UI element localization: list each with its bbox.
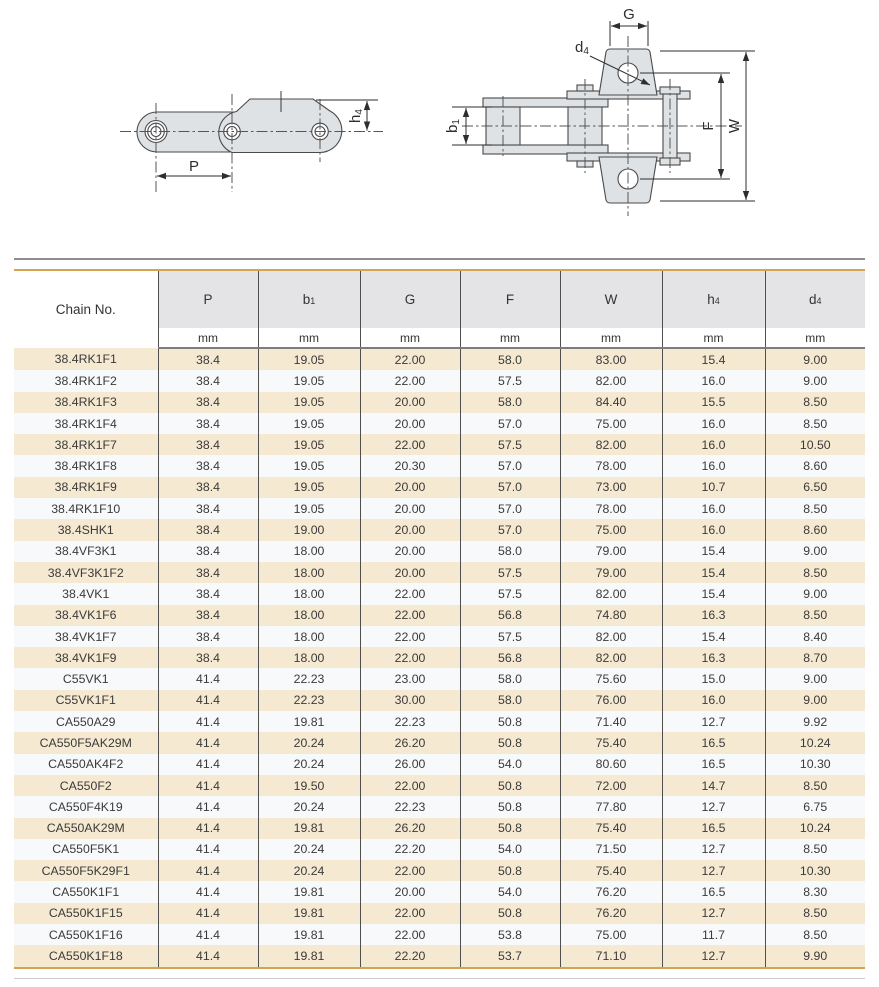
spec-cell: 18.00	[258, 541, 360, 562]
spec-cell: 41.4	[158, 945, 258, 966]
spec-cell: 57.0	[460, 498, 560, 519]
spec-cell: 79.00	[560, 562, 662, 583]
spec-cell: 19.05	[258, 477, 360, 498]
spec-cell: 19.81	[258, 903, 360, 924]
spec-cell: 8.50	[765, 839, 865, 860]
spec-cell: 20.24	[258, 796, 360, 817]
unit-header: mm	[765, 328, 865, 348]
spec-cell: 18.00	[258, 647, 360, 668]
spec-cell: 50.8	[460, 860, 560, 881]
spec-cell: 10.50	[765, 434, 865, 455]
chain-no-cell: C55VK1F1	[14, 690, 158, 711]
table-row	[14, 860, 865, 881]
spec-cell: 38.4	[158, 626, 258, 647]
spec-cell: 57.0	[460, 455, 560, 476]
spec-cell: 10.30	[765, 860, 865, 881]
spec-cell: 41.4	[158, 711, 258, 732]
spec-cell: 56.8	[460, 647, 560, 668]
table-row	[14, 754, 865, 775]
spec-cell: 19.81	[258, 711, 360, 732]
chain-no-cell: CA550F5K1	[14, 839, 158, 860]
spec-cell: 38.4	[158, 562, 258, 583]
chain-spec-table	[14, 271, 865, 967]
col-header-G: G	[360, 271, 460, 328]
unit-header: mm	[258, 328, 360, 348]
spec-cell: 20.00	[360, 498, 460, 519]
spec-cell: 19.81	[258, 924, 360, 945]
spec-cell: 22.00	[360, 626, 460, 647]
spec-cell: 20.00	[360, 519, 460, 540]
spec-cell: 19.81	[258, 818, 360, 839]
chain-no-cell: CA550AK29M	[14, 818, 158, 839]
spec-cell: 75.60	[560, 668, 662, 689]
table-row	[14, 690, 865, 711]
spec-cell: 38.4	[158, 498, 258, 519]
spec-cell: 38.4	[158, 519, 258, 540]
spec-cell: 9.90	[765, 945, 865, 966]
chain-no-cell: 38.4RK1F9	[14, 477, 158, 498]
top-gray-rule	[14, 258, 865, 260]
table-row	[14, 370, 865, 391]
spec-cell: 41.4	[158, 903, 258, 924]
spec-cell: 12.7	[662, 711, 765, 732]
chain-no-cell: 38.4VF3K1F2	[14, 562, 158, 583]
spec-cell: 50.8	[460, 775, 560, 796]
spec-cell: 75.00	[560, 413, 662, 434]
spec-cell: 6.50	[765, 477, 865, 498]
table-row	[14, 796, 865, 817]
spec-cell: 20.00	[360, 562, 460, 583]
spec-cell: 20.00	[360, 477, 460, 498]
col-header-h4: h4	[662, 271, 765, 328]
spec-cell: 58.0	[460, 541, 560, 562]
spec-cell: 84.40	[560, 392, 662, 413]
spec-cell: 18.00	[258, 605, 360, 626]
header-row	[14, 271, 865, 328]
spec-cell: 20.00	[360, 881, 460, 902]
spec-cell: 20.30	[360, 455, 460, 476]
spec-cell: 8.30	[765, 881, 865, 902]
chain-no-cell: CA550F2	[14, 775, 158, 796]
spec-cell: 20.24	[258, 860, 360, 881]
spec-cell: 73.00	[560, 477, 662, 498]
spec-cell: 82.00	[560, 370, 662, 391]
spec-cell: 15.4	[662, 583, 765, 604]
spec-cell: 20.00	[360, 541, 460, 562]
spec-cell: 71.10	[560, 945, 662, 966]
spec-cell: 78.00	[560, 498, 662, 519]
spec-cell: 58.0	[460, 392, 560, 413]
table-row	[14, 348, 865, 370]
spec-cell: 9.00	[765, 541, 865, 562]
spec-cell: 8.50	[765, 562, 865, 583]
spec-cell: 50.8	[460, 903, 560, 924]
spec-cell: 20.00	[360, 392, 460, 413]
spec-cell: 58.0	[460, 668, 560, 689]
col-header-b1: b1	[258, 271, 360, 328]
spec-cell: 19.05	[258, 498, 360, 519]
spec-cell: 8.50	[765, 605, 865, 626]
spec-cell: 18.00	[258, 583, 360, 604]
spec-cell: 22.23	[360, 796, 460, 817]
col-header-d4: d4	[765, 271, 865, 328]
chain-no-cell: 38.4SHK1	[14, 519, 158, 540]
spec-cell: 41.4	[158, 690, 258, 711]
spec-cell: 8.40	[765, 626, 865, 647]
spec-cell: 75.40	[560, 860, 662, 881]
spec-cell: 6.75	[765, 796, 865, 817]
spec-cell: 38.4	[158, 434, 258, 455]
spec-cell: 83.00	[560, 348, 662, 370]
spec-cell: 26.20	[360, 732, 460, 753]
spec-cell: 8.70	[765, 647, 865, 668]
chain-no-cell: CA550K1F16	[14, 924, 158, 945]
chain-no-cell: 38.4RK1F10	[14, 498, 158, 519]
spec-cell: 12.7	[662, 945, 765, 966]
table-row	[14, 881, 865, 902]
table-row	[14, 775, 865, 796]
chain-no-cell: 38.4RK1F2	[14, 370, 158, 391]
spec-cell: 20.24	[258, 754, 360, 775]
chain-no-cell: 38.4VK1	[14, 583, 158, 604]
spec-cell: 57.0	[460, 519, 560, 540]
spec-cell: 23.00	[360, 668, 460, 689]
spec-cell: 12.7	[662, 903, 765, 924]
spec-cell: 16.5	[662, 881, 765, 902]
spec-cell: 8.50	[765, 903, 865, 924]
spec-cell: 54.0	[460, 881, 560, 902]
spec-cell: 56.8	[460, 605, 560, 626]
spec-cell: 14.7	[662, 775, 765, 796]
table-row	[14, 392, 865, 413]
table-row	[14, 605, 865, 626]
spec-cell: 8.50	[765, 775, 865, 796]
spec-cell: 50.8	[460, 796, 560, 817]
chain-no-cell: 38.4RK1F3	[14, 392, 158, 413]
chain-no-cell: CA550F5K29F1	[14, 860, 158, 881]
spec-cell: 19.05	[258, 370, 360, 391]
spec-cell: 41.4	[158, 924, 258, 945]
spec-cell: 41.4	[158, 860, 258, 881]
spec-cell: 50.8	[460, 732, 560, 753]
spec-cell: 30.00	[360, 690, 460, 711]
chain-no-cell: 38.4RK1F1	[14, 348, 158, 370]
spec-cell: 9.00	[765, 370, 865, 391]
spec-cell: 54.0	[460, 754, 560, 775]
spec-cell: 10.30	[765, 754, 865, 775]
spec-cell: 22.23	[258, 668, 360, 689]
spec-cell: 8.50	[765, 498, 865, 519]
spec-cell: 10.7	[662, 477, 765, 498]
spec-cell: 41.4	[158, 818, 258, 839]
chain-no-cell: 38.4VK1F9	[14, 647, 158, 668]
spec-cell: 22.00	[360, 903, 460, 924]
spec-cell: 75.40	[560, 818, 662, 839]
spec-cell: 18.00	[258, 562, 360, 583]
spec-cell: 12.7	[662, 860, 765, 881]
spec-cell: 57.5	[460, 434, 560, 455]
spec-cell: 76.00	[560, 690, 662, 711]
chain-no-cell: CA550K1F15	[14, 903, 158, 924]
spec-cell: 22.00	[360, 583, 460, 604]
spec-cell: 41.4	[158, 732, 258, 753]
spec-cell: 75.00	[560, 924, 662, 945]
spec-cell: 20.00	[360, 413, 460, 434]
unit-header: mm	[360, 328, 460, 348]
chain-no-cell: CA550AK4F2	[14, 754, 158, 775]
spec-cell: 8.60	[765, 519, 865, 540]
spec-cell: 75.00	[560, 519, 662, 540]
spec-cell: 20.24	[258, 839, 360, 860]
spec-cell: 38.4	[158, 413, 258, 434]
dim-label-p: P	[188, 158, 200, 175]
col-header-F: F	[460, 271, 560, 328]
spec-cell: 72.00	[560, 775, 662, 796]
spec-cell: 57.5	[460, 626, 560, 647]
spec-cell: 50.8	[460, 818, 560, 839]
col-header-W: W	[560, 271, 662, 328]
spec-cell: 19.05	[258, 413, 360, 434]
technical-diagrams	[0, 0, 879, 252]
table-row	[14, 455, 865, 476]
spec-cell: 41.4	[158, 775, 258, 796]
table-row	[14, 519, 865, 540]
spec-cell: 74.80	[560, 605, 662, 626]
spec-cell: 78.00	[560, 455, 662, 476]
spec-cell: 22.20	[360, 839, 460, 860]
spec-cell: 15.0	[662, 668, 765, 689]
spec-cell: 82.00	[560, 647, 662, 668]
chain-no-cell: CA550K1F1	[14, 881, 158, 902]
spec-cell: 54.0	[460, 839, 560, 860]
spec-cell: 77.80	[560, 796, 662, 817]
spec-cell: 16.0	[662, 519, 765, 540]
spec-cell: 15.4	[662, 348, 765, 370]
table-row	[14, 903, 865, 924]
spec-cell: 41.4	[158, 839, 258, 860]
spec-cell: 22.00	[360, 348, 460, 370]
dim-label-f: F	[700, 121, 717, 131]
spec-cell: 15.4	[662, 541, 765, 562]
spec-cell: 16.0	[662, 690, 765, 711]
spec-cell: 79.00	[560, 541, 662, 562]
spec-cell: 22.00	[360, 605, 460, 626]
spec-cell: 16.3	[662, 647, 765, 668]
spec-cell: 15.5	[662, 392, 765, 413]
spec-cell: 19.05	[258, 455, 360, 476]
spec-cell: 22.00	[360, 860, 460, 881]
spec-cell: 10.24	[765, 732, 865, 753]
spec-cell: 8.60	[765, 455, 865, 476]
spec-cell: 19.05	[258, 392, 360, 413]
spec-cell: 19.00	[258, 519, 360, 540]
spec-cell: 9.00	[765, 348, 865, 370]
spec-cell: 15.4	[662, 626, 765, 647]
chain-no-cell: 38.4VF3K1	[14, 541, 158, 562]
spec-cell: 22.20	[360, 945, 460, 966]
table-row	[14, 668, 865, 689]
plan-view-diagram	[452, 21, 755, 216]
spec-cell: 82.00	[560, 434, 662, 455]
table-row	[14, 562, 865, 583]
spec-cell: 18.00	[258, 626, 360, 647]
chain-no-cell: 38.4RK1F4	[14, 413, 158, 434]
spec-cell: 38.4	[158, 583, 258, 604]
chain-no-cell: CA550F4K19	[14, 796, 158, 817]
spec-cell: 19.81	[258, 945, 360, 966]
spec-cell: 16.0	[662, 434, 765, 455]
spec-cell: 38.4	[158, 477, 258, 498]
spec-cell: 16.3	[662, 605, 765, 626]
table-row	[14, 583, 865, 604]
spec-cell: 19.81	[258, 881, 360, 902]
spec-cell: 41.4	[158, 754, 258, 775]
table-row	[14, 626, 865, 647]
spec-cell: 22.00	[360, 924, 460, 945]
unit-header: mm	[158, 328, 258, 348]
spec-cell: 12.7	[662, 839, 765, 860]
spec-cell: 12.7	[662, 796, 765, 817]
chain-no-cell: 38.4VK1F7	[14, 626, 158, 647]
spec-cell: 22.23	[360, 711, 460, 732]
spec-cell: 16.0	[662, 370, 765, 391]
spec-cell: 38.4	[158, 392, 258, 413]
table-row	[14, 818, 865, 839]
spec-cell: 22.00	[360, 434, 460, 455]
spec-cell: 53.7	[460, 945, 560, 966]
spec-cell: 16.5	[662, 732, 765, 753]
spec-cell: 22.00	[360, 647, 460, 668]
unit-header: mm	[460, 328, 560, 348]
spec-cell: 76.20	[560, 881, 662, 902]
spec-cell: 8.50	[765, 924, 865, 945]
table-row	[14, 413, 865, 434]
spec-cell: 22.23	[258, 690, 360, 711]
spec-cell: 19.05	[258, 348, 360, 370]
table-row	[14, 732, 865, 753]
spec-cell: 16.5	[662, 754, 765, 775]
table-row	[14, 924, 865, 945]
spec-cell: 38.4	[158, 348, 258, 370]
spec-cell: 82.00	[560, 626, 662, 647]
spec-cell: 38.4	[158, 541, 258, 562]
table-row	[14, 647, 865, 668]
spec-cell: 9.00	[765, 583, 865, 604]
spec-cell: 57.0	[460, 413, 560, 434]
spec-cell: 26.20	[360, 818, 460, 839]
spec-cell: 16.0	[662, 413, 765, 434]
table-row	[14, 945, 865, 966]
spec-cell: 9.00	[765, 668, 865, 689]
spec-cell: 82.00	[560, 583, 662, 604]
spec-cell: 19.50	[258, 775, 360, 796]
spec-cell: 57.5	[460, 583, 560, 604]
side-view-diagram	[120, 91, 383, 192]
unit-header: mm	[662, 328, 765, 348]
spec-cell: 57.5	[460, 562, 560, 583]
chain-no-cell: 38.4RK1F7	[14, 434, 158, 455]
unit-header: mm	[560, 328, 662, 348]
chain-no-cell: 38.4VK1F6	[14, 605, 158, 626]
spec-cell: 16.0	[662, 498, 765, 519]
spec-cell: 41.4	[158, 668, 258, 689]
chain-no-cell: CA550K1F18	[14, 945, 158, 966]
col-header-chain-no: Chain No.	[14, 271, 158, 348]
dim-label-w: W	[726, 118, 743, 134]
spec-table-block	[14, 258, 865, 979]
spec-cell: 38.4	[158, 370, 258, 391]
spec-cell: 9.92	[765, 711, 865, 732]
bottom-gold-rule	[14, 967, 865, 969]
spec-cell: 53.8	[460, 924, 560, 945]
spec-cell: 41.4	[158, 796, 258, 817]
spec-cell: 15.4	[662, 562, 765, 583]
table-row	[14, 498, 865, 519]
table-row	[14, 477, 865, 498]
spec-cell: 41.4	[158, 881, 258, 902]
dim-label-b1: b1	[444, 119, 462, 133]
table-row	[14, 541, 865, 562]
table-row	[14, 711, 865, 732]
spec-cell: 75.40	[560, 732, 662, 753]
spec-cell: 38.4	[158, 647, 258, 668]
dim-label-h4: h4	[347, 109, 365, 123]
spec-cell: 57.5	[460, 370, 560, 391]
spec-cell: 58.0	[460, 348, 560, 370]
spec-cell: 71.50	[560, 839, 662, 860]
spec-cell: 16.0	[662, 455, 765, 476]
spec-cell: 22.00	[360, 370, 460, 391]
spec-cell: 71.40	[560, 711, 662, 732]
spec-cell: 38.4	[158, 455, 258, 476]
table-row	[14, 839, 865, 860]
spec-cell: 20.24	[258, 732, 360, 753]
dim-label-g: G	[623, 6, 635, 23]
spec-cell: 76.20	[560, 903, 662, 924]
col-header-P: P	[158, 271, 258, 328]
bottom-faint-rule	[14, 978, 865, 979]
spec-cell: 10.24	[765, 818, 865, 839]
table-row	[14, 434, 865, 455]
spec-cell: 11.7	[662, 924, 765, 945]
spec-cell: 8.50	[765, 413, 865, 434]
spec-cell: 80.60	[560, 754, 662, 775]
spec-cell: 58.0	[460, 690, 560, 711]
spec-cell: 16.5	[662, 818, 765, 839]
spec-cell: 22.00	[360, 775, 460, 796]
chain-no-cell: CA550A29	[14, 711, 158, 732]
spec-cell: 50.8	[460, 711, 560, 732]
spec-cell: 57.0	[460, 477, 560, 498]
spec-cell: 19.05	[258, 434, 360, 455]
spec-cell: 26.00	[360, 754, 460, 775]
spec-cell: 8.50	[765, 392, 865, 413]
spec-cell: 38.4	[158, 605, 258, 626]
chain-no-cell: C55VK1	[14, 668, 158, 689]
chain-no-cell: CA550F5AK29M	[14, 732, 158, 753]
spec-cell: 9.00	[765, 690, 865, 711]
dim-label-d4: d4	[575, 39, 589, 57]
chain-no-cell: 38.4RK1F8	[14, 455, 158, 476]
